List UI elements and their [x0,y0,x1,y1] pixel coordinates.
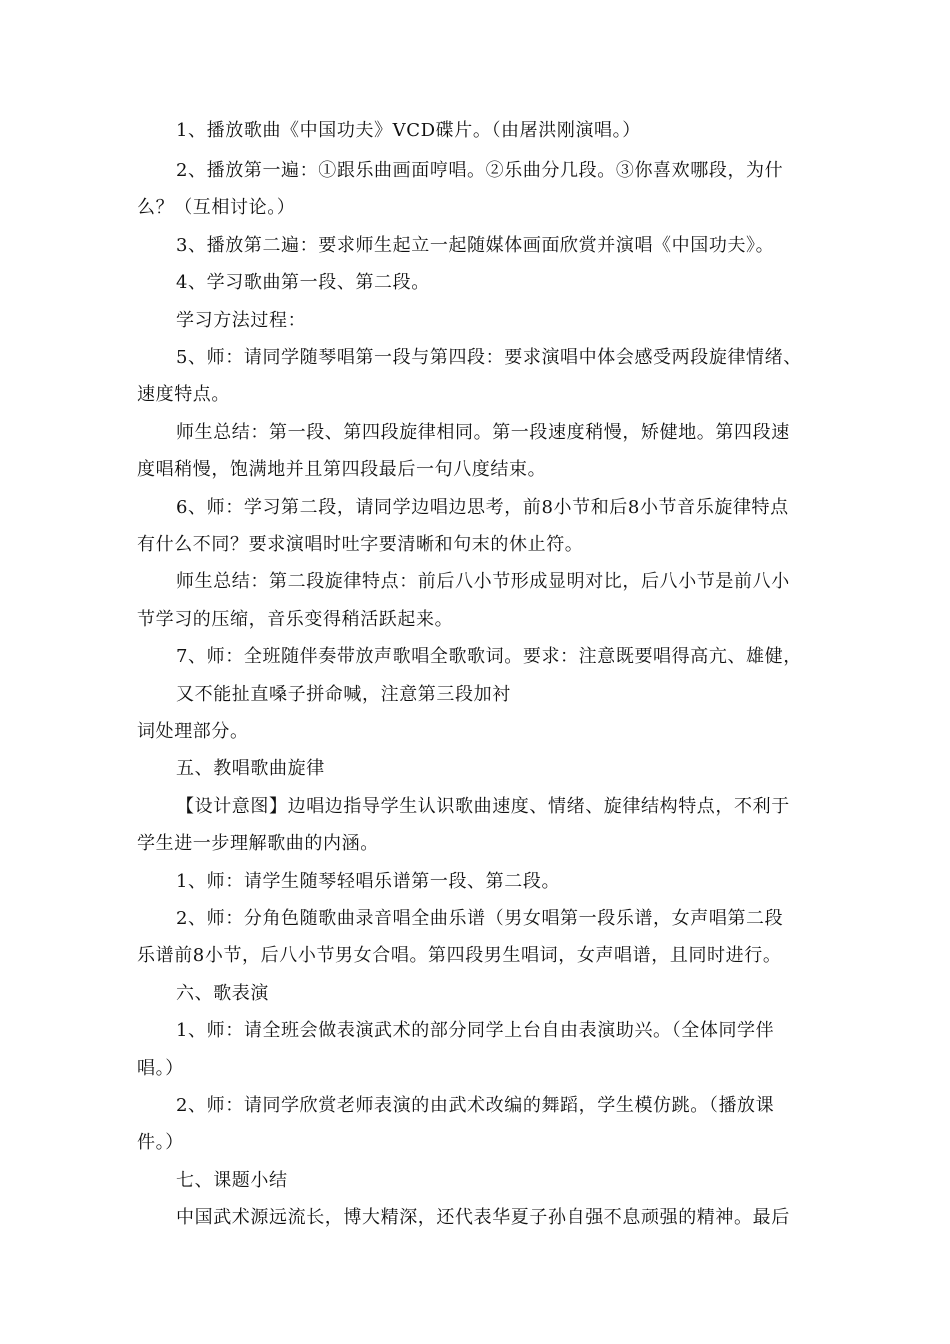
paragraph-line: 师生总结：第二段旋律特点：前后八小节形成显明对比，后八小节是前八小 [176,571,790,592]
paragraph-line: 7、师：全班随伴奏带放声歌唱全歌歌词。要求：注意既要唱得高亢、雄健， [176,646,802,667]
section-heading: 五、教唱歌曲旋律 [176,758,325,779]
paragraph-line: 6、师：学习第二段，请同学边唱边思考，前8小节和后8小节音乐旋律特点 [176,497,789,518]
paragraph-line: 2、师：分角色随歌曲录音唱全曲乐谱（男女唱第一段乐谱，女声唱第二段 [176,908,784,929]
paragraph-line: 速度特点。 [137,384,230,405]
paragraph-line: 学生进一步理解歌曲的内涵。 [137,833,379,854]
paragraph-line: 师生总结：第一段、第四段旋律相同。第一段速度稍慢，矫健地。第四段速 [176,422,790,443]
paragraph-line: 5、师：请同学随琴唱第一段与第四段：要求演唱中体会感受两段旋律情绪、 [176,347,802,368]
paragraph-line: 乐谱前8小节，后八小节男女合唱。第四段男生唱词，女声唱谱，且同时进行。 [137,945,782,966]
section-heading: 六、歌表演 [176,983,269,1004]
paragraph-line: 1、师：请全班会做表演武术的部分同学上台自由表演助兴。（全体同学伴 [176,1020,775,1041]
paragraph-line: 1、播放歌曲《中国功夫》VCD碟片。（由屠洪刚演唱。） [176,120,641,141]
paragraph-line: 词处理部分。 [137,721,249,742]
paragraph-line: 【设计意图】边唱边指导学生认识歌曲速度、情绪、旋律结构特点，不利于 [176,796,790,817]
paragraph-line: 有什么不同？要求演唱时吐字要清晰和句末的休止符。 [137,534,584,555]
paragraph-line: 节学习的压缩，音乐变得稍活跃起来。 [137,609,454,630]
paragraph-line: 1、师：请学生随琴轻唱乐谱第一段、第二段。 [176,871,561,892]
paragraph-line: 唱。） [137,1058,184,1079]
paragraph-line: 4、学习歌曲第一段、第二段。 [176,272,430,293]
paragraph-line: 么？（互相讨论。） [137,197,296,218]
paragraph-line: 2、师：请同学欣赏老师表演的由武术改编的舞蹈，学生模仿跳。（播放课 [176,1095,775,1116]
paragraph-line: 中国武术源远流长，博大精深，还代表华夏子孙自强不息顽强的精神。最后 [176,1207,790,1228]
section-heading: 七、课题小结 [176,1170,288,1191]
paragraph-line: 3、播放第二遍：要求师生起立一起随媒体画面欣赏并演唱《中国功夫》。 [176,235,775,256]
paragraph-line: 件。） [137,1132,184,1153]
section-label: 学习方法过程： [176,310,307,331]
paragraph-line: 度唱稍慢，饱满地并且第四段最后一句八度结束。 [137,459,547,480]
paragraph-line: 2、播放第一遍：①跟乐曲画面哼唱。②乐曲分几段。③你喜欢哪段，为什 [176,160,784,181]
paragraph-line: 又不能扯直嗓子拼命喊，注意第三段加衬 [176,684,511,705]
